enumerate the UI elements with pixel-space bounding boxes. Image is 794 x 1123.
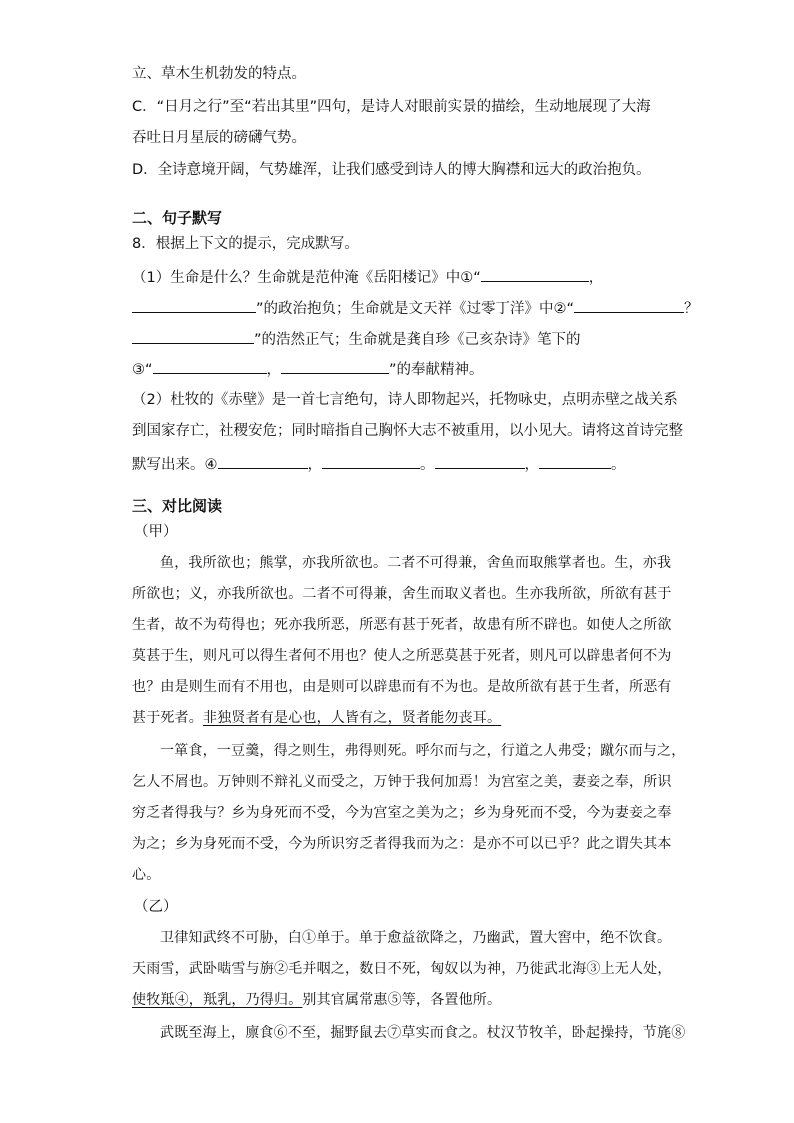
- answer-blank-4d[interactable]: [539, 453, 611, 469]
- dictation-line-2: [132, 297, 699, 319]
- passage-yi-line: 武既至海上，廪食⑥不至，掘野鼠去⑦草实而食之。杖汉节牧羊，卧起操持，节旄⑧: [160, 1025, 686, 1041]
- passage-jia-p2-line: 穷乏者得我与？乡为身死而不受，今为宫室之美为之；乡为身死而不受，今为妻妾之奉: [132, 805, 672, 821]
- answer-blank-4b[interactable]: [322, 453, 420, 469]
- passage-text: 别其官属常惠⑤等，各置他所。: [302, 992, 502, 1008]
- dictation-line-4: [132, 358, 484, 380]
- dictation-text: 默写出来。④: [132, 457, 218, 473]
- answer-blank-1b[interactable]: [132, 297, 256, 313]
- answer-blank-2a[interactable]: [574, 297, 684, 313]
- passage-yi-line: 天雨雪，武卧啮雪与旃②毛并咽之，数日不死，匈奴以为神，乃徙武北海③上无人处，: [132, 961, 672, 977]
- passage-jia-p2-line: 乞人不屑也。万钟则不辩礼义而受之，万钟于我何加焉！为宫室之美，妻妾之奉，所识: [132, 774, 672, 790]
- answer-blank-2b[interactable]: [132, 328, 254, 344]
- passage-jia-p2-line: 为之；乡为身死而不受，今为所识穷乏者得我而为之：是亦不可以已乎？此之谓失其本: [132, 836, 672, 852]
- dictation-text: （1）生命是什么？生命就是范仲淹《岳阳楼记》中①“: [132, 270, 481, 286]
- passage-jia-line: 也？由是则生而有不用也，由是则可以辟患而有不为也。是故所欲有甚于生者，所恶有: [132, 679, 672, 695]
- underlined-sentence: 使牧羝④，羝乳，乃得归。: [132, 992, 303, 1008]
- answer-blank-3b[interactable]: [281, 358, 389, 374]
- passage-jia-line: 鱼，我所欲也；熊掌，亦我所欲也。二者不可得兼，舍鱼而取熊掌者也。生，亦我: [160, 555, 672, 571]
- passage-jia-p2-line: 一箪食，一豆羹，得之则生，弗得则死。呼尔而与之，行道之人弗受；蹴尔而与之，: [160, 743, 686, 759]
- passage-jia-label: （甲）: [134, 524, 178, 540]
- underlined-sentence: 非独贤者有是心也，人皆有之，贤者能勿丧耳。: [203, 710, 502, 726]
- option-c-line-2: 吞吐日月星辰的磅礴气势。: [132, 130, 306, 146]
- dictation-punct: ？: [684, 301, 699, 317]
- dictation-punct: 。: [611, 457, 626, 473]
- passage-jia-line: 莫甚于生，则凡可以得生者何不用也？使人之所恶莫甚于死者，则凡可以辟患者何不为: [132, 648, 672, 664]
- section-heading-dictation: 二、句子默写: [132, 209, 223, 227]
- dictation-punct: 。: [420, 457, 435, 473]
- answer-blank-4a[interactable]: [218, 453, 308, 469]
- passage-jia-line: 生者，故不为苟得也；死亦我所恶，所恶有甚于死者，故患有所不辟也。如使人之所欲: [132, 617, 672, 633]
- passage-yi-line: [132, 990, 660, 1010]
- question-8-prompt: 8．根据上下文的提示，完成默写。: [132, 236, 359, 252]
- chibi-line-3: [132, 453, 626, 475]
- dictation-line-1: [132, 266, 603, 288]
- passage-yi-line: 卫律知武终不可胁，白①单于。单于愈益欲降之，乃幽武，置大窖中，绝不饮食。: [160, 930, 672, 946]
- answer-blank-3a[interactable]: [153, 358, 267, 374]
- option-b-tail: 立、草木生机勃发的特点。: [132, 66, 306, 82]
- dictation-punct: ，: [307, 457, 322, 473]
- option-d: D．全诗意境开阔，气势雄浑，让我们感受到诗人的博大胸襟和远大的政治抱负。: [132, 162, 651, 178]
- option-c-line-1: C．“日月之行”至“若出其里”四句，是诗人对眼前实景的描绘，生动地展现了大海: [132, 99, 651, 115]
- dictation-text: ”的政治抱负；生命就是文天祥《过零丁洋》中②“: [256, 301, 575, 317]
- dictation-text: ”的浩然正气；生命就是龚自珍《己亥杂诗》笔下的: [254, 332, 581, 348]
- passage-jia-line: [132, 708, 660, 728]
- dictation-text: ③“: [132, 362, 153, 378]
- dictation-punct: ，: [524, 457, 539, 473]
- dictation-line-3: [132, 328, 581, 350]
- dictation-punct: ，: [588, 270, 604, 286]
- chibi-line-1: （2）杜牧的《赤壁》是一首七言绝句，诗人即物起兴，托物咏史，点明赤壁之战关系: [132, 392, 678, 408]
- answer-blank-4c[interactable]: [435, 453, 525, 469]
- passage-jia-line: 所欲也；义，亦我所欲也。二者不可得兼，舍生而取义者也。生亦我所欲，所欲有甚于: [132, 586, 672, 602]
- section-heading-comparative-reading: 三、对比阅读: [132, 497, 223, 515]
- passage-jia-p2-line: 心。: [132, 867, 161, 883]
- passage-yi-label: （乙）: [134, 899, 178, 915]
- dictation-text: ”的奉献精神。: [389, 362, 484, 378]
- answer-blank-1a[interactable]: [481, 266, 589, 282]
- dictation-punct: ，: [266, 362, 282, 378]
- chibi-line-2: 到国家存亡，社稷安危；同时暗指自己胸怀大志不被重用，以小见大。请将这首诗完整: [132, 423, 683, 439]
- passage-text: 甚于死者。: [132, 710, 203, 726]
